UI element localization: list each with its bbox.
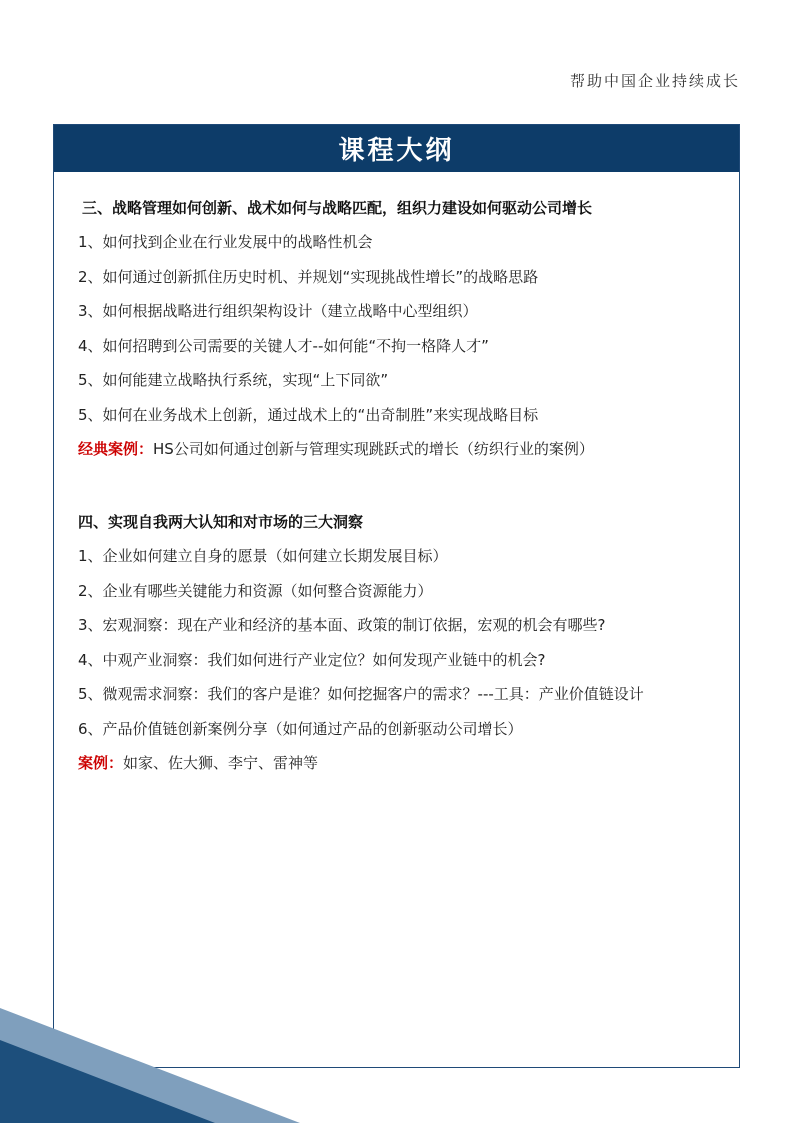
list-item: 6、产品价值链创新案例分享（如何通过产品的创新驱动公司增长） — [78, 719, 523, 738]
section-strategy — [78, 197, 729, 459]
section-title: 三、战略管理如何创新、战术如何与战略匹配，组织力建设如何驱动公司增长 — [82, 199, 593, 217]
case-label: 经典案例： — [78, 440, 154, 458]
list-item: 2、如何通过创新抓住历史时机、并规划“实现挑战性增长”的战略思路 — [78, 267, 539, 286]
list-item: 5、如何能建立战略执行系统，实现“上下同欲” — [78, 371, 389, 389]
case-line — [78, 753, 729, 773]
section-title: 四、实现自我两大认知和对市场的三大洞察 — [78, 513, 364, 531]
section-insight — [78, 511, 729, 773]
case-text: 如家、佐大狮、李宁、雷神等 — [123, 754, 319, 772]
page-tagline: 帮助中国企业持续成长 — [569, 72, 740, 90]
list-item: 4、如何招聘到公司需要的关键人才--如何能“不拘一格降人才” — [78, 336, 489, 355]
banner-title: 课程大纲 — [338, 136, 455, 166]
list-item: 5、微观需求洞察：我们的客户是谁？如何挖掘客户的需求？---工具：产业价值链设计 — [78, 685, 644, 703]
case-text: HS公司如何通过创新与管理实现跳跃式的增长（纺织行业的案例） — [153, 440, 594, 458]
list-item: 1、企业如何建立自身的愿景（如何建立长期发展目标） — [78, 547, 448, 565]
list-item: 1、如何找到企业在行业发展中的战略性机会 — [78, 233, 373, 251]
outline-banner — [54, 125, 739, 172]
list-item: 5、如何在业务战术上创新，通过战术上的“出奇制胜”来实现战略目标 — [78, 405, 539, 424]
list-item: 3、如何根据战略进行组织架构设计（建立战略中心型组织） — [78, 302, 478, 320]
list-item: 2、企业有哪些关键能力和资源（如何整合资源能力） — [78, 581, 433, 600]
list-item: 3、宏观洞察：现在产业和经济的基本面、政策的制订依据，宏观的机会有哪些? — [78, 616, 606, 634]
list-item: 4、中观产业洞察：我们如何进行产业定位？如何发现产业链中的机会? — [78, 650, 546, 669]
case-label: 案例： — [78, 754, 124, 772]
course-outline-panel — [53, 124, 740, 1068]
case-line — [78, 439, 729, 459]
